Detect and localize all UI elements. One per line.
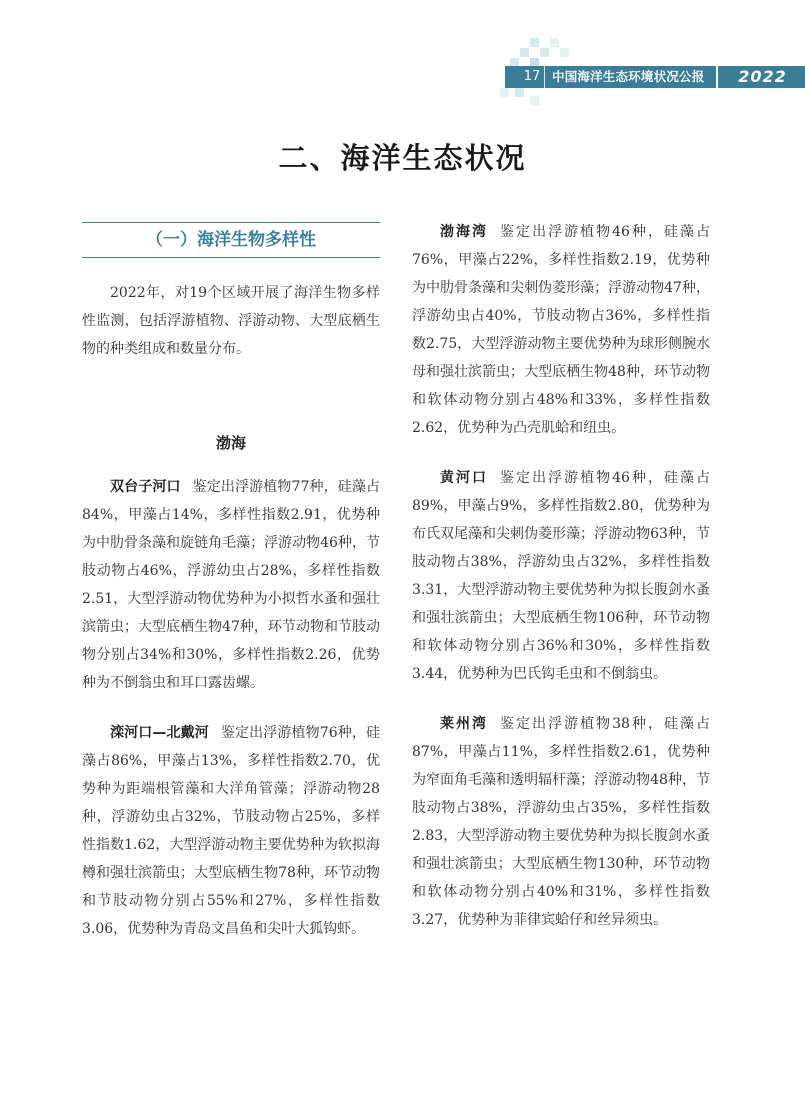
area-name: 滦河口—北戴河 (110, 725, 209, 741)
report-year: 2022 (716, 66, 805, 88)
section-heading: （一）海洋生物多样性 (82, 222, 380, 258)
area-text: 鉴定出浮游植物38种，硅藻占87%，甲藻占11%，多样性指数2.61，优势种为窄面角毛藻和透明辐杆藻；浮游动物48种，节肢动物占38%，浮游幼虫占35%，多样性指数2.83，大型浮游动物主要优势种为拟长腹剑水蚤和强壮滨箭虫；大型底栖生物130种，环节动物和软体动物分别占40%和31%，多样性指数3.27，优势种为菲律宾蛤仔和丝异须虫。 (412, 716, 710, 928)
running-title: 中国海洋生态环境状况公报 (552, 69, 705, 84)
region-heading: 渤海 (215, 434, 246, 452)
area-name: 莱州湾 (440, 716, 489, 732)
intro-paragraph: 2022年，对19个区域开展了海洋生物多样性监测，包括浮游植物、浮游动物、大型底栖生物的种类组成和数量分布。 (82, 285, 380, 357)
area-name: 黄河口 (440, 470, 489, 486)
area-text: 鉴定出浮游植物46种，硅藻占76%，甲藻占22%，多样性指数2.19，优势种为中肋骨条藻和尖刺伪菱形藻；浮游动物47种，浮游幼虫占40%，节肢动物占36%，多样性指数2.75，大型浮游动物主要优势种为球形侧腕水母和强壮滨箭虫；大型底栖生物48种，环节动物和软体动物分别占48%和33%，多样性指数2.62，优势种为凸壳肌蛤和纽虫。 (412, 224, 710, 436)
area-text: 鉴定出浮游植物77种，硅藻占84%，甲藻占14%，多样性指数2.91，优势种为中肋骨条藻和旋链角毛藻；浮游动物46种，节肢动物占46%，浮游幼虫占28%，多样性指数2.51，大型浮游动物优势种为小拟哲水蚤和强壮滨箭虫；大型底栖生物47种，环节动物和节肢动物分别占34%和30%，多样性指数2.26，优势种为不倒翁虫和耳口露齿螺。 (82, 479, 380, 691)
area-text: 鉴定出浮游植物76种，硅藻占86%，甲藻占13%，多样性指数2.70，优势种为距端根管藻和大洋角管藻；浮游动物28种，浮游幼虫占32%，节肢动物占25%，多样性指数1.62，大型浮游动物主要优势种为软拟海樽和强壮滨箭虫；大型底栖生物78种，环节动物和节肢动物分别占55%和27%，多样性指数3.06，优势种为青岛文昌鱼和尖叶大狐钩虾。 (82, 725, 380, 937)
area-paragraph (412, 464, 710, 688)
area-name: 渤海湾 (440, 224, 489, 240)
page-number: 17 (520, 66, 545, 88)
area-paragraph (412, 710, 710, 934)
chapter-title: 二、海洋生态状况 (278, 141, 527, 175)
area-paragraph (82, 719, 380, 943)
left-column (82, 222, 380, 943)
area-paragraph (412, 218, 710, 442)
right-column (412, 218, 710, 934)
area-paragraph (82, 473, 380, 697)
area-text: 鉴定出浮游植物46种，硅藻占89%，甲藻占9%，多样性指数2.80，优势种为布氏双尾藻和尖刺伪菱形藻；浮游动物63种，节肢动物占38%，浮游幼虫占32%，多样性指数3.31，大型浮游动物主要优势种为拟长腹剑水蚤和强壮滨箭虫；大型底栖生物106种，环节动物和软体动物分别占36%和30%，多样性指数3.44，优势种为巴氏钩毛虫和不倒翁虫。 (412, 470, 710, 682)
area-name: 双台子河口 (110, 479, 181, 495)
